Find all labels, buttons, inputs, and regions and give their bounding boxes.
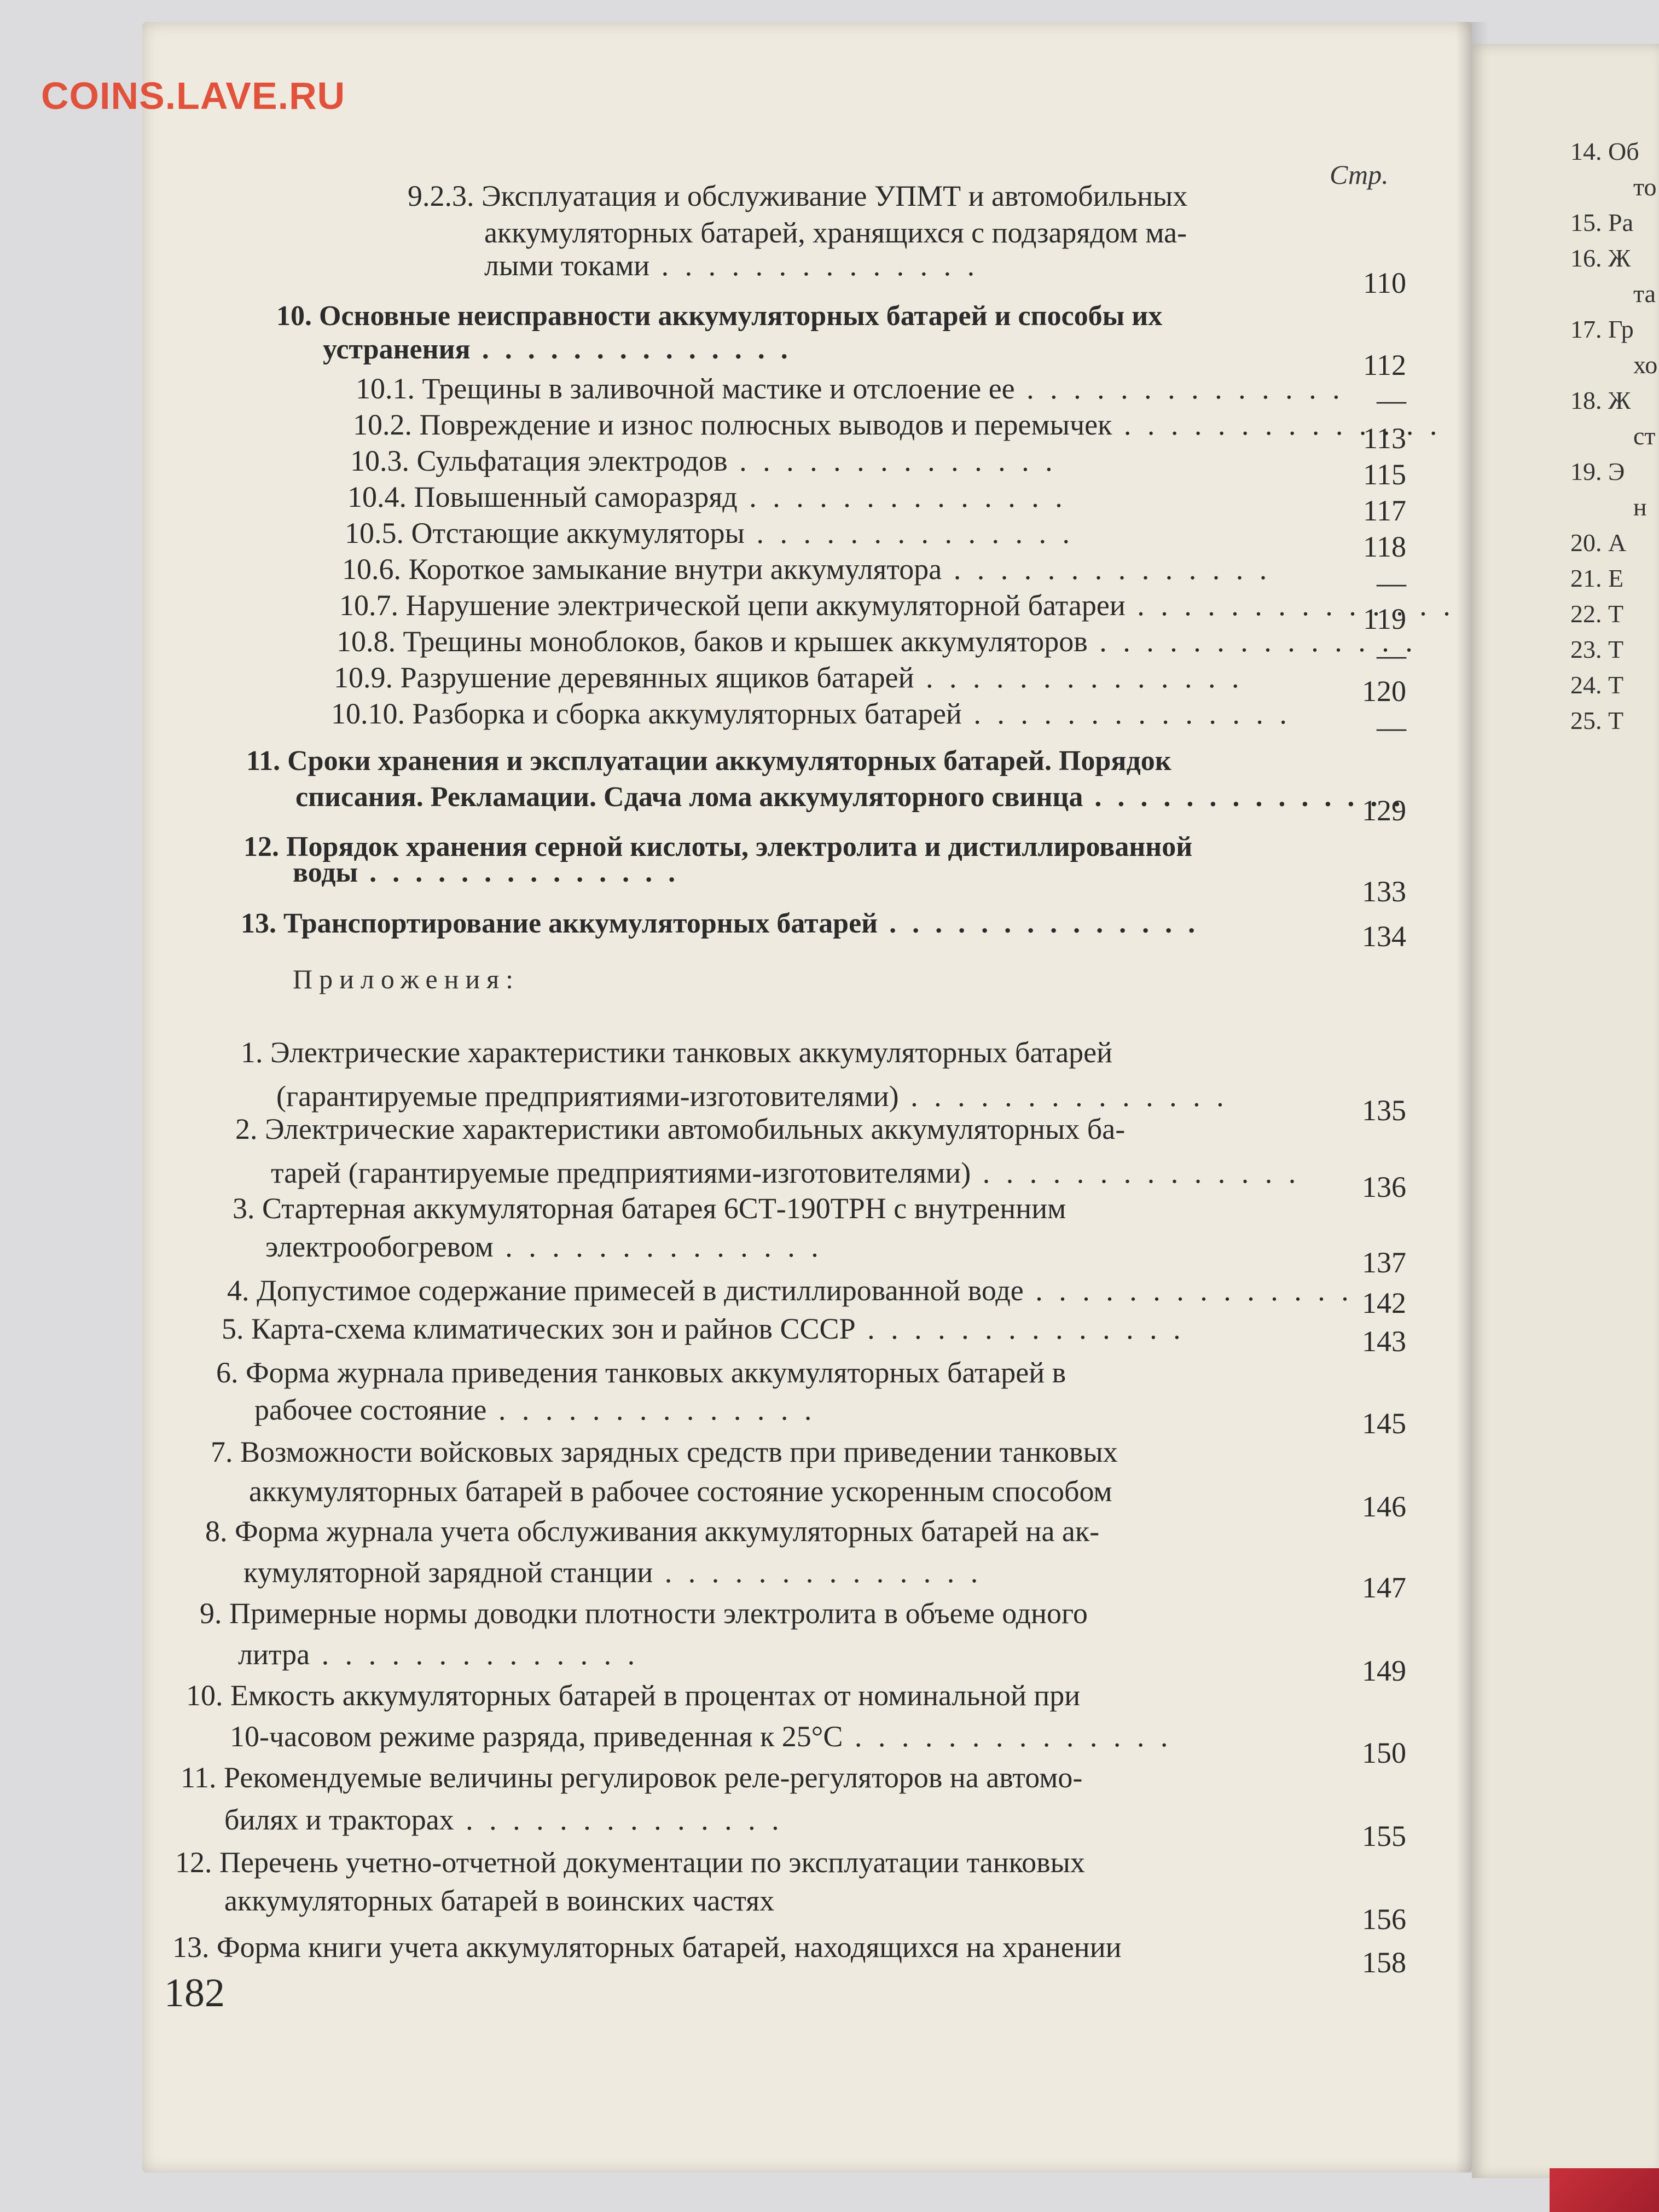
right-page-entry: н xyxy=(1633,493,1647,521)
toc-page-number: 118 xyxy=(1363,530,1406,563)
appendix-entry: 10. Емкость аккумуляторных батарей в процентах от номинальной при xyxy=(186,1679,1081,1712)
right-page-entry: 24. Т xyxy=(1570,671,1624,699)
appendix-entry: 13. Форма книги учета аккумуляторных батарей, находящихся на хранении xyxy=(172,1931,1122,1964)
right-page-entry: 16. Ж xyxy=(1570,244,1631,272)
toc-entry: лыми токами . . . xyxy=(484,247,979,283)
appendix-entry: 3. Стартерная аккумуляторная батарея 6СТ-190ТРН с внутренним xyxy=(233,1192,1066,1225)
appendix-heading: Приложения: xyxy=(293,964,520,994)
appendix-page-number: 136 xyxy=(1362,1171,1406,1203)
appendix-page-number: 137 xyxy=(1362,1246,1406,1279)
toc-page-number: — xyxy=(1377,639,1406,671)
appendix-page-number: 142 xyxy=(1362,1287,1406,1319)
appendix-page-number: 150 xyxy=(1362,1736,1406,1769)
toc-entry: воды . . . xyxy=(293,855,680,891)
right-page-entry: 15. Ра xyxy=(1570,209,1633,236)
page-number: 182 xyxy=(164,1971,225,2016)
appendix-entry: 7. Возможности войсковых зарядных средств при приведении танковых xyxy=(211,1435,1118,1468)
toc-page-number: 133 xyxy=(1362,875,1406,908)
toc-entry: 10.1. Трещины в заливочной мастике и отслоение ее . . . xyxy=(356,370,1344,407)
toc-page-number: — xyxy=(1377,384,1406,416)
toc-entry: 10.3. Сульфатация электродов . . . xyxy=(350,443,1057,479)
toc-entry: устранения . . . xyxy=(323,332,792,368)
right-page-entry: 25. Т xyxy=(1570,707,1624,734)
appendix-page-number: 146 xyxy=(1362,1490,1406,1523)
appendix-entry: 2. Электрические характеристики автомобильных аккумуляторных ба- xyxy=(235,1113,1126,1145)
appendix-entry: 10-часовом режиме разряда, приведенная к 25°С . . . xyxy=(230,1718,1172,1754)
appendix-entry: литра . . . xyxy=(238,1636,639,1672)
appendix-entry: 8. Форма журнала учета обслуживания аккумуляторных батарей на ак- xyxy=(205,1515,1100,1548)
right-book-page xyxy=(1472,44,1659,2178)
toc-entry: 10.7. Нарушение электрической цепи аккумуляторной батареи . . . xyxy=(339,587,1455,623)
right-page-entry: хо xyxy=(1633,351,1658,379)
appendix-entry: 5. Карта-схема климатических зон и райнов СССР . . . xyxy=(222,1311,1185,1347)
appendix-entry: 11. Рекомендуемые величины регулировок реле-регуляторов на автомо- xyxy=(181,1761,1083,1794)
appendix-entry: 12. Перечень учетно-отчетной документации по эксплуатации танковых xyxy=(175,1846,1085,1879)
toc-entry: аккумуляторных батарей, хранящихся с подзарядом ма- xyxy=(484,216,1187,249)
toc-page-number: 119 xyxy=(1363,603,1406,635)
right-page-entry: 21. Е xyxy=(1570,564,1624,592)
toc-entry: 10.4. Повышенный саморазряд . . . xyxy=(347,479,1067,515)
page-column-header: Стр. xyxy=(1330,159,1389,190)
appendix-page-number: 143 xyxy=(1362,1325,1406,1358)
appendix-entry: (гарантируемые предприятиями-изготовителями) . . . xyxy=(276,1078,1228,1114)
toc-page-number: 115 xyxy=(1363,458,1406,491)
toc-page-number: 117 xyxy=(1363,494,1406,527)
appendix-page-number: 156 xyxy=(1362,1903,1406,1936)
toc-page-number: 112 xyxy=(1363,349,1406,381)
right-page-entry: 17. Гр xyxy=(1570,315,1634,343)
appendix-entry: рабочее состояние . . . xyxy=(254,1392,816,1428)
toc-entry: 9.2.3. Эксплуатация и обслуживание УПМТ и автомобильных xyxy=(408,179,1188,212)
appendix-entry: аккумуляторных батарей в воинских частях xyxy=(224,1884,775,1917)
toc-page-number: 110 xyxy=(1363,267,1406,299)
appendix-page-number: 135 xyxy=(1362,1094,1406,1127)
toc-page-number: — xyxy=(1377,566,1406,599)
book-cover-edge xyxy=(1550,2168,1659,2212)
right-page-entry: 23. Т xyxy=(1570,635,1624,663)
toc-entry: 10.6. Короткое замыкание внутри аккумулятора . . . xyxy=(342,551,1271,587)
appendix-entry: 9. Примерные нормы доводки плотности электролита в объеме одного xyxy=(200,1597,1088,1630)
appendix-entry: аккумуляторных батарей в рабочее состояние ускоренным способом xyxy=(249,1475,1112,1508)
appendix-entry: электрообогревом . . . xyxy=(265,1229,823,1265)
toc-entry: списания. Рекламации. Сдача лома аккумуляторного свинца . . . xyxy=(295,779,1405,815)
appendix-entry: тарей (гарантируемые предприятиями-изготовителями) . . . xyxy=(271,1155,1300,1191)
appendix-entry: 1. Электрические характеристики танковых аккумуляторных батарей xyxy=(241,1036,1113,1069)
appendix-entry: билях и тракторах . . . xyxy=(224,1802,784,1838)
appendix-entry: 4. Допустимое содержание примесей в дистиллированной воде . . . xyxy=(227,1272,1353,1308)
right-page-entry: та xyxy=(1633,280,1656,308)
toc-entry: 10. Основные неисправности аккумуляторных батарей и способы их xyxy=(276,300,1163,332)
appendix-page-number: 145 xyxy=(1362,1407,1406,1440)
toc-entry: 10.10. Разборка и сборка аккумуляторных батарей . . . xyxy=(331,696,1291,732)
toc-page-number: 129 xyxy=(1362,794,1406,827)
toc-page-number: 134 xyxy=(1362,920,1406,953)
toc-entry: 10.2. Повреждение и износ полюсных выводов и перемычек . . . xyxy=(353,407,1441,443)
right-page-entry: 18. Ж xyxy=(1570,386,1631,414)
toc-page-number: 113 xyxy=(1363,422,1406,455)
watermark: COINS.LAVE.RU xyxy=(41,74,346,117)
right-page-entry: ст xyxy=(1633,422,1656,450)
right-page-entry: то xyxy=(1633,173,1657,201)
appendix-page-number: 155 xyxy=(1362,1820,1406,1852)
toc-entry: 10.5. Отстающие аккумуляторы . . . xyxy=(345,515,1074,551)
appendix-entry: 6. Форма журнала приведения танковых аккумуляторных батарей в xyxy=(216,1356,1066,1389)
right-page-entry: 20. А xyxy=(1570,529,1627,557)
toc-page-number: 120 xyxy=(1362,675,1406,708)
appendix-page-number: 147 xyxy=(1362,1571,1406,1604)
right-page-entry: 19. Э xyxy=(1570,458,1625,485)
appendix-page-number: 149 xyxy=(1362,1654,1406,1687)
toc-entry: 11. Сроки хранения и эксплуатации аккумуляторных батарей. Порядок xyxy=(246,745,1171,777)
toc-page-number: — xyxy=(1377,711,1406,744)
appendix-entry: кумуляторной зарядной станции . . . xyxy=(243,1554,982,1590)
toc-entry: 13. Транспортирование аккумуляторных батарей . . . xyxy=(241,906,1199,942)
right-page-entry: 22. Т xyxy=(1570,600,1624,628)
appendix-page-number: 158 xyxy=(1362,1946,1406,1979)
toc-entry: 12. Порядок хранения серной кислоты, электролита и дистиллированной xyxy=(243,831,1193,862)
toc-entry: 10.9. Разрушение деревянных ящиков батарей . . . xyxy=(334,659,1244,696)
toc-entry: 10.8. Трещины моноблоков, баков и крышек аккумуляторов . . . xyxy=(337,623,1417,659)
right-page-entry: 14. Об xyxy=(1570,137,1639,165)
